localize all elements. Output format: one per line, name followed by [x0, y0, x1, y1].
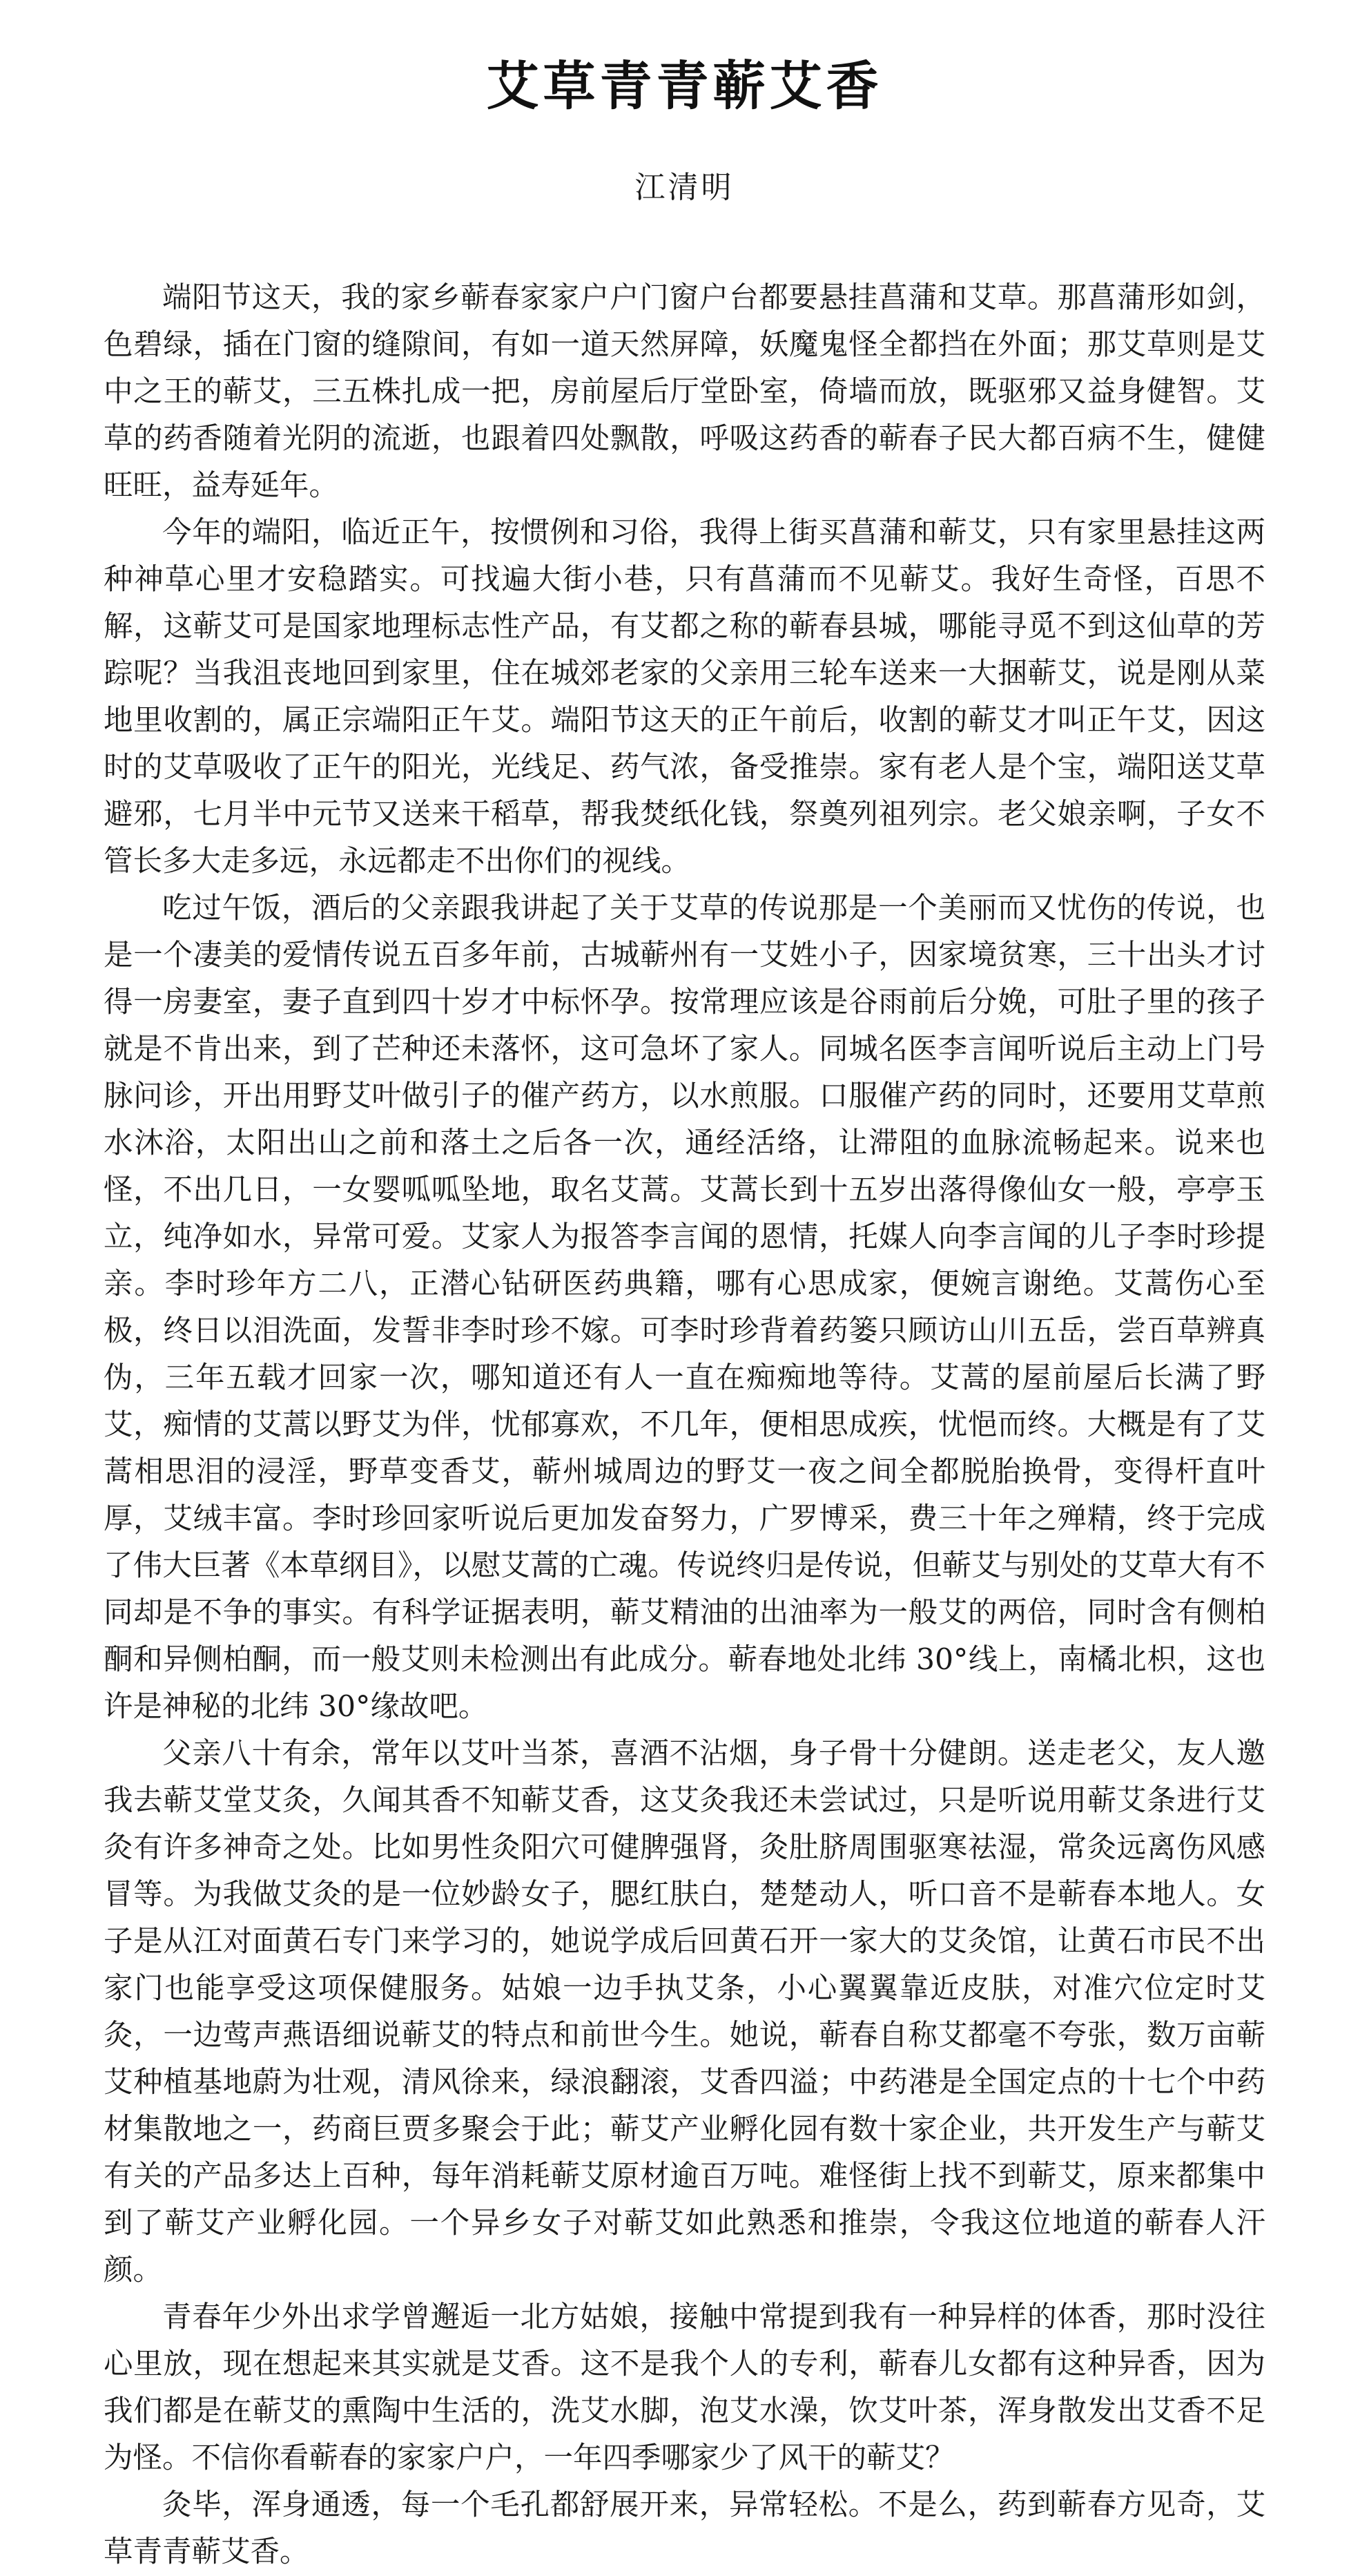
article-title: 艾草青青蕲艾香 — [486, 55, 883, 117]
paragraph: 父亲八十有余，常年以艾叶当茶，喜酒不沾烟，身子骨十分健朗。送走老父，友人邀我去蕲艾堂艾灸，久闻其香不知蕲艾香，这艾灸我还未尝试过，只是听说用蕲艾条进行艾灸有许多神奇之处。比如男性灸阳穴可健脾强肾，灸肚脐周围驱寒祛湿，常灸远离伤风感冒等。为我做艾灸的是一位妙龄女子，腮红肤白，楚楚动人，听口音不是蕲春本地人。女子是从江对面黄石专门来学习的，她说学成后回黄石开一家大的艾灸馆，让黄石市民不出家门也能享受这项保健服务。姑娘一边手执艾条，小心翼翼靠近皮肤，对准穴位定时艾灸，一边莺声燕语细说蕲艾的特点和前世今生。她说，蕲春自称艾都毫不夸张，数万亩蕲艾种植基地蔚为壮观，清风徐来，绿浪翻滚，艾香四溢；中药港是全国定点的十七个中药材集散地之一，药商巨贾多聚会于此；蕲艾产业孵化园有数十家企业，共开发生产与蕲艾有关的产品多达上百种，每年消耗蕲艾原材逾百万吨。难怪街上找不到蕲艾，原来都集中到了蕲艾产业孵化园。一个异乡女子对蕲艾如此熟悉和推崇，令我这位地道的蕲春人汗颜。 — [104, 1737, 1265, 2287]
paragraph: 今年的端阳，临近正午，按惯例和习俗，我得上街买菖蒲和蕲艾，只有家里悬挂这两种神草心里才安稳踏实。可找遍大街小巷，只有菖蒲而不见蕲艾。我好生奇怪，百思不解，这蕲艾可是国家地理标志性产品，有艾都之称的蕲春县城，哪能寻觅不到这仙草的芳踪呢？当我沮丧地回到家里，住在城郊老家的父亲用三轮车送来一大捆蕲艾，说是刚从菜地里收割的，属正宗端阳正午艾。端阳节这天的正午前后，收割的蕲艾才叫正午艾，因这时的艾草吸收了正午的阳光，光线足、药气浓，备受推崇。家有老人是个宝，端阳送艾草避邪，七月半中元节又送来干稻草，帮我焚纸化钱，祭奠列祖列宗。老父娘亲啊，子女不管长多大走多远，永远都走不出你们的视线。 — [104, 516, 1265, 878]
author-name: 江清明 — [634, 170, 735, 205]
paragraph: 灸毕，浑身通透，每一个毛孔都舒展开来，异常轻松。不是么，药到蕲春方见奇，艾草青青蕲艾香。 — [104, 2488, 1265, 2569]
paragraph: 青春年少外出求学曾邂逅一北方姑娘，接触中常提到我有一种异样的体香，那时没往心里放，现在想起来其实就是艾香。这不是我个人的专利，蕲春儿女都有这种异香，因为我们都是在蕲艾的熏陶中生活的，洗艾水脚，泡艾水澡，饮艾叶茶，浑身散发出艾香不足为怪。不信你看蕲春的家家户户，一年四季哪家少了风干的蕲艾？ — [104, 2300, 1265, 2475]
article-body — [104, 275, 1265, 2576]
paragraph: 吃过午饭，酒后的父亲跟我讲起了关于艾草的传说那是一个美丽而又忧伤的传说，也是一个凄美的爱情传说五百多年前，古城蕲州有一艾姓小子，因家境贫寒，三十出头才讨得一房妻室，妻子直到四十岁才中标怀孕。按常理应该是谷雨前后分娩，可肚子里的孩子就是不肯出来，到了芒种还未落怀，这可急坏了家人。同城名医李言闻听说后主动上门号脉问诊，开出用野艾叶做引子的催产药方，以水煎服。口服催产药的同时，还要用艾草煎水沐浴，太阳出山之前和落土之后各一次，通经活络，让滞阻的血脉流畅起来。说来也怪，不出几日，一女婴呱呱坠地，取名艾蒿。艾蒿长到十五岁出落得像仙女一般，亭亭玉立，纯净如水，异常可爱。艾家人为报答李言闻的恩情，托媒人向李言闻的儿子李时珍提亲。李时珍年方二八，正潜心钻研医药典籍，哪有心思成家，便婉言谢绝。艾蒿伤心至极，终日以泪洗面，发誓非李时珍不嫁。可李时珍背着药篓只顾访山川五岳，尝百草辨真伪，三年五载才回家一次，哪知道还有人一直在痴痴地等待。艾蒿的屋前屋后长满了野艾，痴情的艾蒿以野艾为伴，忧郁寡欢，不几年，便相思成疾，忧悒而终。大概是有了艾蒿相思泪的浸淫，野草变香艾，蕲州城周边的野艾一夜之间全都脱胎换骨，变得杆直叶厚，艾绒丰富。李时珍回家听说后更加发奋努力，广罗博采，费三十年之殚精，终于完成了伟大巨著《本草纲目》，以慰艾蒿的亡魂。传说终归是传说，但蕲艾与别处的艾草大有不同却是不争的事实。有科学证据表明，蕲艾精油的出油率为一般艾的两倍，同时含有侧柏酮和异侧柏酮，而一般艾则未检测出有此成分。蕲春地处北纬 30°线上，南橘北枳，这也许是神秘的北纬 30°缘故吧。 — [104, 892, 1265, 1724]
paragraph: 端阳节这天，我的家乡蕲春家家户户门窗户台都要悬挂菖蒲和艾草。那菖蒲形如剑，色碧绿，插在门窗的缝隙间，有如一道天然屏障，妖魔鬼怪全都挡在外面；那艾草则是艾中之王的蕲艾，三五株扎成一把，房前屋后厅堂卧室，倚墙而放，既驱邪又益身健智。艾草的药香随着光阴的流逝，也跟着四处飘散，呼吸这药香的蕲春子民大都百病不生，健健旺旺，益寿延年。 — [104, 281, 1265, 503]
